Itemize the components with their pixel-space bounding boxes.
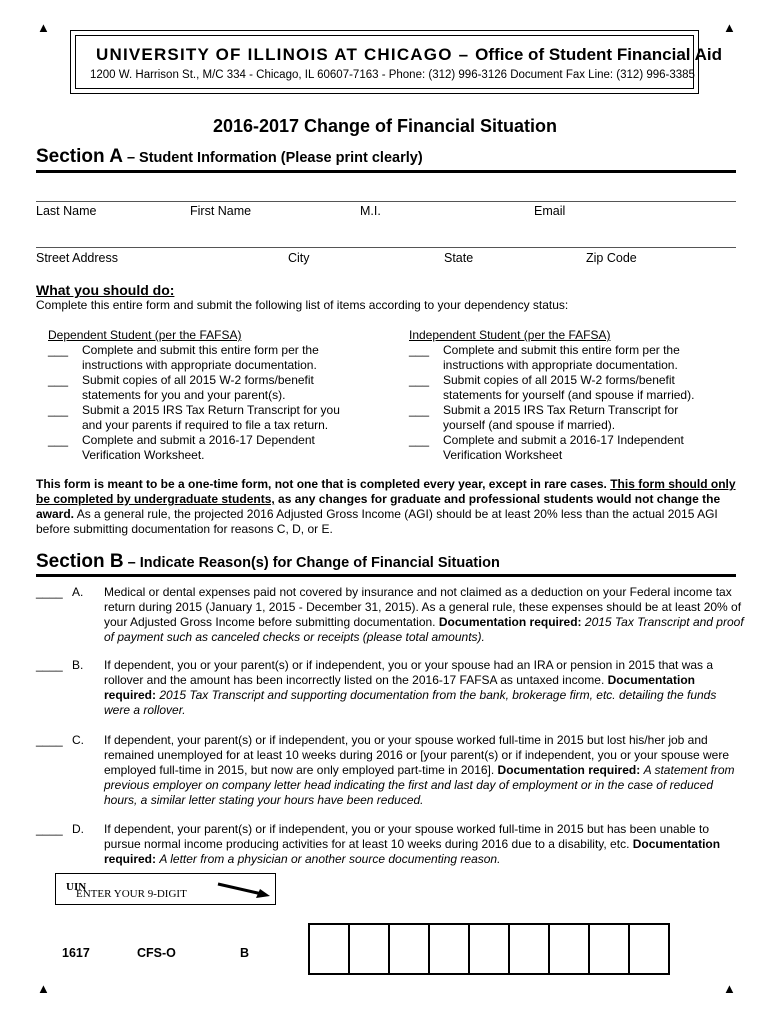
section-a-title: – Student Information (Please print clearly) — [122, 150, 423, 166]
dependent-item-text: Complete and submit a 2016-17 Dependent Verification Worksheet. — [82, 433, 315, 462]
independent-heading: Independent Student (per the FAFSA) — [409, 328, 611, 342]
dependent-item-text: Submit a 2015 IRS Tax Return Transcript for you and your parents if required to file a tax return. — [82, 403, 340, 432]
documentation-text: A statement from previous employer on company letter head indicating the first and last day of employment or in the case of reduced hours, a similar letter stating your hours have been reduced. — [104, 763, 735, 807]
form-code-year: 1617 — [62, 946, 90, 960]
uin-digit-box[interactable] — [468, 923, 510, 975]
section-a-label: Section A — [36, 146, 123, 167]
uin-prompt-bold: UIN — [66, 881, 87, 893]
section-b-heading — [36, 551, 500, 573]
uin-digit-box[interactable] — [308, 923, 350, 975]
reason-c-text — [104, 733, 744, 808]
independent-item[interactable] — [409, 373, 719, 403]
office-address: 1200 W. Harrison St., M/C 334 - Chicago, IL 60607-7163 - Phone: (312) 996-3126 Document Fax Line: (312) 996-3385 — [90, 69, 695, 81]
field-line-1 — [36, 201, 736, 202]
uin-digit-box[interactable] — [508, 923, 550, 975]
check-blank[interactable]: ___ — [48, 373, 69, 387]
street-address-field[interactable]: Street Address — [36, 251, 118, 265]
middle-initial-field[interactable]: M.I. — [360, 204, 381, 218]
check-blank[interactable]: ___ — [409, 343, 430, 357]
arrow-right-icon — [216, 881, 272, 899]
notice-agi-rule: As a general rule, the projected 2016 Adjusted Gross Income (AGI) should be at least 20% less than the actual 2015 AGI before submitting documentation for reasons C, D, or E. — [36, 507, 718, 536]
documentation-label: Documentation required: — [438, 615, 582, 629]
reason-a-letter: A. — [72, 585, 84, 599]
notice-bold-2: as any changes for graduate and professional students would not change the award. — [36, 492, 721, 521]
reason-b-check[interactable]: ____ — [36, 658, 63, 672]
first-name-field[interactable]: First Name — [190, 204, 252, 218]
office-name: Office of Student Financial Aid — [475, 45, 722, 64]
dependent-item[interactable] — [48, 433, 358, 463]
reason-d-letter: D. — [72, 822, 84, 836]
section-a-heading — [36, 146, 423, 168]
section-b-rule — [36, 574, 736, 577]
corner-mark-bottom-left: ▲ — [37, 981, 50, 996]
dependent-checklist — [48, 328, 358, 463]
notice-bold-1: This form is meant to be a one-time form, not one that is completed every year, except in rare cases. — [36, 477, 607, 491]
reason-a-check[interactable]: ____ — [36, 585, 63, 599]
independent-checklist — [409, 328, 719, 463]
check-blank[interactable]: ___ — [409, 433, 430, 447]
documentation-label: Documentation required: — [104, 673, 695, 702]
header-box — [70, 30, 722, 94]
what-to-do-intro: Complete this entire form and submit the following list of items according to your dependency status: — [36, 298, 569, 312]
dependent-item[interactable] — [48, 403, 358, 433]
email-field[interactable]: Email — [534, 204, 566, 218]
section-b-label: Section B — [36, 551, 124, 572]
dependent-item-text: Complete and submit this entire form per the instructions with appropriate documentation. — [82, 343, 319, 372]
university-name: UNIVERSITY OF ILLINOIS AT CHICAGO — [96, 45, 453, 64]
uin-digit-box[interactable] — [348, 923, 390, 975]
section-a-rule — [36, 170, 736, 173]
reason-c-letter: C. — [72, 733, 84, 747]
reason-c-check[interactable]: ____ — [36, 733, 63, 747]
notice-undergrad-only: This form should only be completed by undergraduate students, — [36, 477, 736, 506]
documentation-text: 2015 Tax Transcript and proof of payment such as canceled checks or receipts (please total amounts). — [104, 615, 744, 644]
check-blank[interactable]: ___ — [48, 433, 69, 447]
reason-b-letter: B. — [72, 658, 84, 672]
uin-prompt-text: ENTER YOUR 9-DIGIT — [76, 888, 187, 900]
uin-prompt-box — [55, 873, 276, 905]
header-inner-border — [75, 35, 722, 89]
independent-item-text: Complete and submit this entire form per the instructions with appropriate documentation. — [443, 343, 680, 372]
independent-item-text: Submit copies of all 2015 W-2 forms/benefit statements for yourself (and spouse if married). — [443, 373, 695, 402]
what-to-do-heading: What you should do: — [36, 282, 175, 298]
uin-digit-grid — [308, 923, 668, 975]
documentation-text: 2015 Tax Transcript and supporting documentation from the bank, brokerage firm, etc. detailing the funds were a rollover. — [104, 688, 717, 717]
field-line-2 — [36, 247, 736, 248]
corner-mark-top-left: ▲ — [37, 20, 50, 35]
last-name-field[interactable]: Last Name — [36, 204, 97, 218]
independent-item[interactable] — [409, 343, 719, 373]
check-blank[interactable]: ___ — [409, 373, 430, 387]
independent-item-text: Submit a 2015 IRS Tax Return Transcript for yourself (and spouse if married). — [443, 403, 679, 432]
documentation-text: A letter from a physician or another source documenting reason. — [159, 852, 501, 866]
reason-text: If dependent, your parent(s) or if independent, you or your spouse worked full-time in 2015 but lost his/her job and remained unemployed for at least 10 weeks during 2016 or [your parent(s) or if independent, you or your spouse were employed full-time in 2015, but now are only employed part-time in 2016]. — [104, 733, 730, 777]
reason-a — [36, 585, 744, 645]
uin-digit-box[interactable] — [428, 923, 470, 975]
independent-item[interactable] — [409, 433, 719, 463]
form-code-letter: B — [240, 946, 250, 960]
city-field[interactable]: City — [288, 251, 310, 265]
reason-b — [36, 658, 736, 718]
documentation-label: Documentation required: — [497, 763, 641, 777]
reason-b-text — [104, 658, 744, 718]
corner-mark-top-right: ▲ — [723, 20, 736, 35]
uin-digit-box[interactable] — [548, 923, 590, 975]
form-title: 2016-2017 Change of Financial Situation — [212, 116, 558, 136]
check-blank[interactable]: ___ — [409, 403, 430, 417]
dependent-heading: Dependent Student (per the FAFSA) — [48, 328, 242, 342]
form-code-type: CFS-O — [137, 946, 176, 960]
reason-d-check[interactable]: ____ — [36, 822, 63, 836]
documentation-label: Documentation required: — [104, 837, 721, 866]
independent-item-text: Complete and submit a 2016-17 Independent Verification Worksheet — [443, 433, 684, 462]
zip-code-field[interactable]: Zip Code — [586, 251, 637, 265]
reason-text: If dependent, your parent(s) or if independent, you or your spouse worked full-time in 2015 but has been unable to pursue normal income producing activities for at least 10 weeks during 2016 due to a disability, etc. — [104, 822, 710, 851]
reason-c — [36, 733, 736, 808]
reason-text: If dependent, you or your parent(s) or if independent, you or your spouse had an IRA or pension in 2015 that was a rollover and the amount has been incorrectly listed on the 2016-17 FAFSA as untaxed income. — [104, 658, 714, 687]
one-time-notice — [36, 477, 736, 537]
state-field[interactable]: State — [444, 251, 474, 265]
independent-item[interactable] — [409, 403, 719, 433]
uin-digit-box[interactable] — [628, 923, 670, 975]
dependent-item-text: Submit copies of all 2015 W-2 forms/benefit statements for you and your parent(s). — [82, 373, 314, 402]
reason-a-text — [104, 585, 744, 645]
reason-text: Medical or dental expenses paid not covered by insurance and not claimed as a deduction on your Federal income tax return during 2015 (January 1, 2015 - December 31, 2015). As a general rule, these expenses should be at least 20% of your Adjusted Gross Income before submitting documentation. — [104, 585, 742, 629]
dependent-item[interactable] — [48, 343, 358, 373]
check-blank[interactable]: ___ — [48, 343, 69, 357]
university-title — [96, 45, 722, 65]
uin-prompt — [66, 881, 187, 900]
title-dash: – — [452, 45, 476, 64]
section-b-title: – Indicate Reason(s) for Change of Financial Situation — [123, 555, 500, 571]
uin-digit-box[interactable] — [388, 923, 430, 975]
corner-mark-bottom-right: ▲ — [723, 981, 736, 996]
dependent-item[interactable] — [48, 373, 358, 403]
check-blank[interactable]: ___ — [48, 403, 69, 417]
reason-d — [36, 822, 736, 867]
uin-digit-box[interactable] — [588, 923, 630, 975]
reason-d-text — [104, 822, 744, 867]
